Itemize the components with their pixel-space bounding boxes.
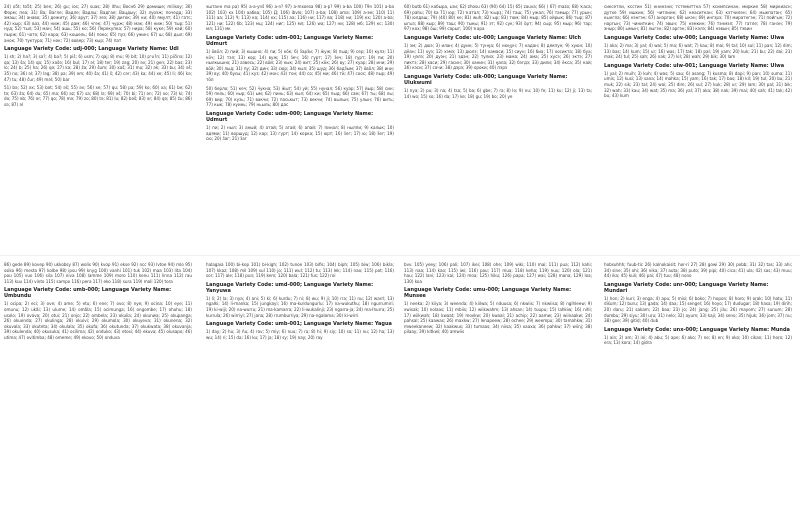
- page-2: [206, 4, 394, 247]
- page-text: 1) day; 2) hu; 3) ñu; 4) rav; 5) miy; 6) nuu; 7) ra; 8) hi; 9) siy; 10) sa; 11) nu; 12) ha; 13) wu; 14) ri; 15) da; 16) ku; 17) ja; 18) sy; 19) nay; 20) ray: [206, 329, 394, 340]
- page-text: 1) sh; 2) ha?; 3) sa?; 4) ba?; 5) piš; 6) usm; 7) qaj; 8) mu; 9) bit; 10) pʰu?n; 11) pičinǝ; 12) qa; 13) ša; 14) qa; 15) xašǝ; 16) bul; 17) ǝl; 18) ter; 19) zǝg; 20) ǝv; 21) gen; 22) bas; 23) lo; 24) b; 25) ha; 26) qǝ; 27) ka; 28) ža; 29) šum; 30) xaš; 31) mu; 32) ǝk; 33) bu; 34) ǝš; 35) no; 36) ǝl; 37) lǝg; 38) pa; 39) ǝm; 40) ša; 41) š; 42) cǝr; 43) ka; 44) xe; 45) li; 46) kǝ; 47) tu; 48) čur; 49) mǝl; 50) bar: [4, 54, 192, 82]
- section-heading: Language Variety Code: ulk-000; Language Variety Name: Ulukwumi: [404, 73, 568, 86]
- page-text: 1) пи; 2) ныл; 3) аный; 4) атай; 5) агай; 6) апай; 7) пинал; 8) нылпи; 9) калык; 10) адями; 11) воршуд; 12) кар; 13) гурт; 14) корка; 15) юрт; 16) ӟег; 17) ю; 18) ӟег; 19) сю; 20) ӟаг; 21) ӟаг: [206, 124, 394, 142]
- page-text: 60) butb 61) кабыра, ьзи; 62) zhosu 63) (90) 64) 15) 65) zauva; 66) ) 67) mazo; 68) ҡаса; 69) pahu; 70) ka 71) юр; 72) ҡатал; 73) ҡырҙ; 74) таш; 75) ужал; 76) тамыр; 77) урын; 78) юлдаш; 79) (40) 80) ке; 81) wuh; 82) ыр; 83) тюм; 84) мыр; 85) ойрык; 86) тыр; 87) ыгыз; 88) кыр; 89) таш; 90) тыкы; 91) эт; 92) сук; 93) ӧрт; 94) сыр; 95) мыр; 96) тар; 97) кох; 98) ӧш; 99) сарыг; 100) ҡара: [404, 4, 592, 32]
- section-heading: Language Variety Code: umb-001; Language Variety Name: Yagua: [206, 321, 392, 328]
- page-text: 1) aka; 2) ma; 3) yal; 4) wai; 5) ma; 6) wat; 7) kau; 8) mai; 9) tal; 10) sul; 11) pan; 12) dim; 13) bas; 14) kum; 15) ur; 16) was; 17) tak; 18) pal; 19) yam; 20) kuk; 21) bu; 22) dai; 23) mak; 24) tul; 25) sah; 26) nak; 27) kil; 28) wah; 29) bik; 30) lam: [604, 42, 792, 60]
- section-heading: Language Variety Code: umb-000; Language Variety Name: Umbundu: [4, 287, 172, 300]
- page-text: 50) берло; 51) кеч; 52) ӵукна; 53) ӝыт; 54) уй; 55) нунал; 56) куар; 57) йыр; 58) син; 59) пель; 60) ныр; 61) ым; 62) пинь; 63) кыл; 64) ки; 65) пыд; 66) сам; 67) ты; 68) лы; 69) вир; 70) кузь; 71) вакчи; 72) паськыт; 73) векчи; 74) вылын; 75) улын; 76) вить; 77) кык; 78) куинь; 79) ньыль; 80) дас: [206, 85, 394, 108]
- page-text: 1) li; 2) la; 3) nya; 4) ani; 5) ki; 6) kurdu; 7) ni; 8) wu; 9) ji; 10) rra; 11) nu; 12) warrl; 13) ngalki; 14) li-manka; 15) jungkayi; 16) ma-kurdungurlu; 17) na-wukuthu; 18) ngurrumiri; 19) ki-wiji; 20) na-wurru; 21) ma-kamarra; 22) li-wukalinji; 23) ngarra-ja; 24) ma-lhurra; 25) kurrula; 26) wirriyi; 27) jana; 28) rrumburriya; 29) na-ngalama; 30) ki-wirri: [206, 295, 394, 318]
- page-text: 1) ӧвӧл; 2) пий; 3) кышно; 4) пи; 5) кӧк; 6) ӟарӟи; 7) ӝуж; 8) пыд; 9) сер; 10) кулэ; 11) кӧч; 12) тэл; 13) кор; 14) вуж; 15) ӟеч; 16) гурт; 17) ӟеч; 18) гурт; 19) пи; 20) нылкышно; 21) азвесь; 22) вӧй; 23) кык; 24) вит; 25) кӧк; 26) ву; 27) куар; 28) ини; 29) вӧй; 30) лыд; 31) пу; 32) дин; 33) сюр; 34) кыл; 35) шуд; 36) бадӟым; 37) ӧвӧл; 38) ини; 39) ву; 40) бусы; 41) куз; 42) мон; 43) тон; 44) со; 45) ми; 46) тӥ; 47) соос; 48) пыр; 49) тӧл: [206, 48, 394, 82]
- page-text: 1) nya; 2) pu; 3) na; 4) tsa; 5) ba; 6) gbe; 7) ra; 8) lo; 9) nu; 10) fe; 11) ku; 12) ji; 13) ta; 14) wo; 15) so; 16) da; 17) ke; 18) gu; 19) bo; 20) ye: [404, 87, 592, 99]
- section-heading: Language Variety Code: umu-000; Language Variety Name: Munsee: [404, 287, 572, 300]
- page-3: [404, 4, 592, 247]
- section-heading: Language Variety Code: unx-000; Language Variety Name: Munda: [604, 326, 790, 333]
- section-heading: Language Variety Code: unr-000; Language Variety Name: Mundari: [604, 281, 769, 294]
- page-text: 1) эм; 2) дюэ; 3) илан; 4) дуин; 5) тунӈа; 6) нюӈун; 7) надан; 8) дякпун; 9) хуюн; 10) дёан; 11) хуэ; 12) хэмэ; 13) дюлэ; 14) хамаси; 15) сиун; 16) биа; 17) хосикта; 18) буа; 19) ӈэлэ; 20) дуэн; 21) эдэн; 22) тулиэ; 23) мама; 24) ама; 25) хусэ; 26) эктэ; 27) пиктэ; 28) хаси; 29) гасин; 30) ханин; 31) ӈала; 32) бэгдэ; 33) дили; 34) ёкса; 35) най; 36) кэси; 37) сачи; 38) дэрэ; 39) ороки; 40) пэрэ: [404, 42, 592, 71]
- page-text: эштанн ma pa) 95) а-а-ynš 96) a-n? 97) a-mxoesa 98) a-p? 99) a-ba 100) Γ9n 101) a-ba 102) 103) кх 104) аабва; 105) Д; 106) ibvlo; 107) a-ba; 108) ama; 109) a-эм; 110) 11) 111) aa; 112) Ч; 113) ка; 114) кх; 115) аа; 116) ни; 117) ва; 118) ни; 119) кх; 120) a-ba; 121) ни; 122) бb; 123) мц; 124) ниг; 125) мл; 126) wa; 127) ни; 128) мб; 129) кс; 130) мл; 131) мк: [206, 4, 394, 32]
- section-heading: Language Variety Code: udm-001; Language Variety Name: Udmurt: [206, 34, 374, 47]
- section-heading: Language Variety Code: ulw-001; Language Variety Name: Ulwa: [604, 62, 785, 69]
- page-8: [604, 262, 792, 505]
- page-text: сиксетли, ксстин 51) книнзни; тстемиттна 57) ксимпсинан, миркие 58) миркиасн; дутхе 59) ишкин; 56) читлиин; 62) кеаситкан; 63) кэтчилен; 64) мыкпатан; 65) кынгла; 66) нэнгэн; 67) анэрган; 68) ыкэн; 69) ингэрэ; 70) миратнгэн; 71) пойгын; 72) наргын; 73) чиниткин; 74) эвын; 75) нэмкин; 76) тэнмэл; 77) гатле; 78) ганэн; 79) эныр; 80) ымын; 81) лыгэн; 82) аргэн; 83) кэлэ; 84) нэвын; 85) тэвин: [604, 4, 792, 32]
- page-text: 1) neeka; 2) kiiya; 3) weenda; 4) kiilwa; 5) nduusa; 6) nkwiis; 7) nkwiisa; 8) ngihleew; 9) xwisak; 10) nolaas; 11) mbiis; 12) wiikwahm; 13) ahsan; 14) tuupu; 15) lahkiw; 16) nihl; 17) wiikwah; 18) kwaat; 19) moxkw; 20) kwaal; 21) achip; 22) aamw; 23) wiinaakw; 24) pahsal; 25) kaawas; 26) maxkw; 27) lenapeew; 28) ochee; 29) weempu; 30) tamahkw; 31) mweekaneew; 32) kaakwus; 33) tumaas; 34) niisa; 35) xaaxa; 36) pahkw; 37) wiinj; 38) pilaay; 39) kitkwi; 40) amwiis: [404, 301, 592, 335]
- row-divider: [0, 255, 800, 256]
- page-text: 1) yal; 2) muih; 3) kuh; 4) was; 5) sau; 6) asang; 7) kusma; 8) dapi; 9) pan; 10) suma; 11) umis; 12) kusi; 13) sana; 14) mahka; 15) yam; 16) tak; 17) bas; 18) kil; 19) tul; 20) bu; 21) muk; 22) sik; 23) tal; 24) wai; 25) dim; 26) sul; 27) kuk; 28) ur; 29) lam; 30) pal; 31) bik; 32) wah; 33) kau; 34) wat; 35) ma; 36) yal; 37) aka; 38) nak; 39) mai; 40) sah; 41) tak; 42) bu; 43) kum: [604, 70, 792, 99]
- page-4: [604, 4, 792, 247]
- page-text: 24) o5t; to5t; 25) ben; 26) gu; ios; 27) suas; 28) ithu; Воснб 29) домише; milisoy; 30) Форм; пеа; 31) Ва; Вагле; Вадле; Вадлы; Вадгае; Вацдыу; 32) луоэж; почедд; 33) эмаш; 34) анаво; 35) дежиту; 36) арут; 37) зеэ; 38) дигок; 39) ни; 40) ямулт; 41) гатс; 42) кыр; 43) ваз, 44) ниж; 45) дам; 46) чгек; 47) чурж; 48) мак; 49) ниж; 50) тыр; 51) нуд; 52) тыл; 53) ман; 54) ашь; 55) ко; 56) Лерекупка; 57) нира; 58) куке; 59) кай; 60) пырж; 61) чото; 62) кара; 63) кошель; 64) поко; 65) пуз; 66) ужин; 67) ш; 68) дыл; 69) анок; 70) туктура; 71) нок; 72) вовер; 73) кыр; 74) пат: [4, 4, 192, 43]
- page-text: 1) ain; 2) am; 3) ini; 4) abu; 5) ape; 6) ako; 7) ne; 8) en; 9) oko; 10) cikan; 11) hoṛo; 12) era; 13) kora; 14) gidra: [604, 334, 792, 346]
- section-heading: Language Variety Code: udj-000; Language Variety Name: Udi: [4, 46, 179, 53]
- page-text: hobsuhhh; fuub-tic 26) kalnokaisit; hor-ri 27) 28) gowi 29) 30) pobb; 31) 32) tas; 33) ahi; 34) sine; 35) ohi; 36) nika; 37) auta; 38) puto; 39) pipi; 40) cica; 41) ula; 42) sas; 43) muu; 44) ika; 45) kuli; 46) pai; 47) tuu; 48) nono: [604, 262, 792, 279]
- page-text: 86) gede 89) kovep 90) ukkobsy 87) wolis 90) kvop 91) ekse 92) ncc 93) lvtoe 94) mlo 95) ssiko 96) mesta 97) kolbe 98) ipsu 99) knyg 100) vanhi 101) tuk 102) maa 103) lita 104) pou 105) vuo 106) sila 107) niva 108) lamme 109) moro 110) kenu 111) linna 112) rau 113) kuu 114) vinto 115) sampo 116) pera 117) eko 118) sura 119) mali 120) tora: [4, 262, 192, 284]
- section-heading: Language Variety Code: ulc-000; Language Variety Name: Ulch: [404, 34, 582, 41]
- page-text: 51) bǝ; 52) ǝx; 53) bǝt; 54) ǝš; 55) ǝv; 56) xe; 57) qu; 58) pa; 59) ko; 60) xa; 61) be; 62) tǝ; 63) ža; 64) du; 65) ma; 66) ǝz; 67) sa; 68) lǝ; 69) ǝš; 70) bi; 71) ǝn; 72) xo; 73) ki; 74) do; 75) ǝb; 76) ǝr; 77) qo; 78) mǝ; 79) zo; 80) tǝ; 81) lu; 82) bǝš; 83) ǝr; 84) qǝ; 85) žu; 86) sǝ; 87) ǝl: [4, 85, 192, 107]
- page-text: bvv. 105) yeey; 106) pali; 107) ikei; 108) ohe; 109) wiki; 110) mai; 111) pua; 112) kahi; 113) naa; 114) kao; 115) iwi; 116) pau; 117) mua; 118) keha; 119) nuu; 120) ola; 121) hau; 122) lani; 123) kai; 124) moa; 125) hiku; 126) papa; 127) wai; 128) mana; 129) loa; 130) koa: [404, 262, 592, 284]
- section-heading: Language Variety Code: umd-000; Language Variety Name: Yanyuwa: [206, 281, 374, 294]
- page-text: 1) ocipa; 2) eci; 3) ove; 4) ame; 5) etu; 6) ene; 7) ovo; 8) nye; 9) ocina; 10) eye; 11) omunu; 12) ukãi; 13) ulume; 14) omãla; 15) ocimunga; 16) ongombe; 17) ohuhu; 18) usolo; 19) ovava; 20) otui; 21) onjo; 22) ombela; 23) okulia; 24) okunwa; 25) okupanga; 26) okuenda; 27) okulinga; 28) okuivi; 29) okumola; 30) okuyeva; 31) okunena; 32) okuvala; 33) okuteta; 34) okulala; 35) okufa; 36) okutunda; 37) okukwata; 38) okuvanja; 39) okulenda; 40) okusuka; 41) ocilima; 42) onduko; 43) etosi; 44) ekuva; 45) olusapo; 46) utima; 47) ovitimba; 48) omeme; 49) ekovo; 50) onduva: [4, 301, 192, 340]
- page-5: [4, 262, 192, 505]
- page-6: [206, 262, 394, 505]
- page-text: halagaia 100) bi-kop 101) bi-kigh; 102) tunoe 103) bifis; 104) biph; 105) biw; 106) bikla; 107) kkaz; 108) mil 109) sul 110) jo; 111) wul; 112) tu; 113) lek; 114) nao; 115) pot; 116) sor; 117) ale; 118) pun; 119) kem; 120) bala; 121) fus; 122) roi: [206, 262, 394, 279]
- page-1: [4, 4, 192, 247]
- page-7: [404, 262, 592, 505]
- section-heading: Language Variety Code: udm-000; Language Variety Name: Udmurt: [206, 110, 374, 123]
- page-text: 1) hon; 2) kuri; 3) enga; 4) apu; 5) misi; 6) boko; 7) hopon; 8) horo; 9) oṛak; 10) hatu; 11) diśum; 12) buru; 13) gaḍa; 14) ḍaa; 15) sengel; 16) hoyo; 17) dudugar; 18) hasa; 19) dirih; 20) daru; 21) sakam; 22) baa; 23) jo; 24) jang; 25) jilu; 26) mayom; 27) sunum; 28) dumbu; 29) siyu; 30) uṛu; 31) nelo; 32) ayum; 33) kaji; 34) seno; 35) hijuk; 36) jom; 37) nu; 38) goe; 39) gitiḍ; 40) dub: [604, 295, 792, 324]
- section-heading: Language Variety Code: ulw-000; Language Variety Name: Ulwa: [604, 34, 785, 41]
